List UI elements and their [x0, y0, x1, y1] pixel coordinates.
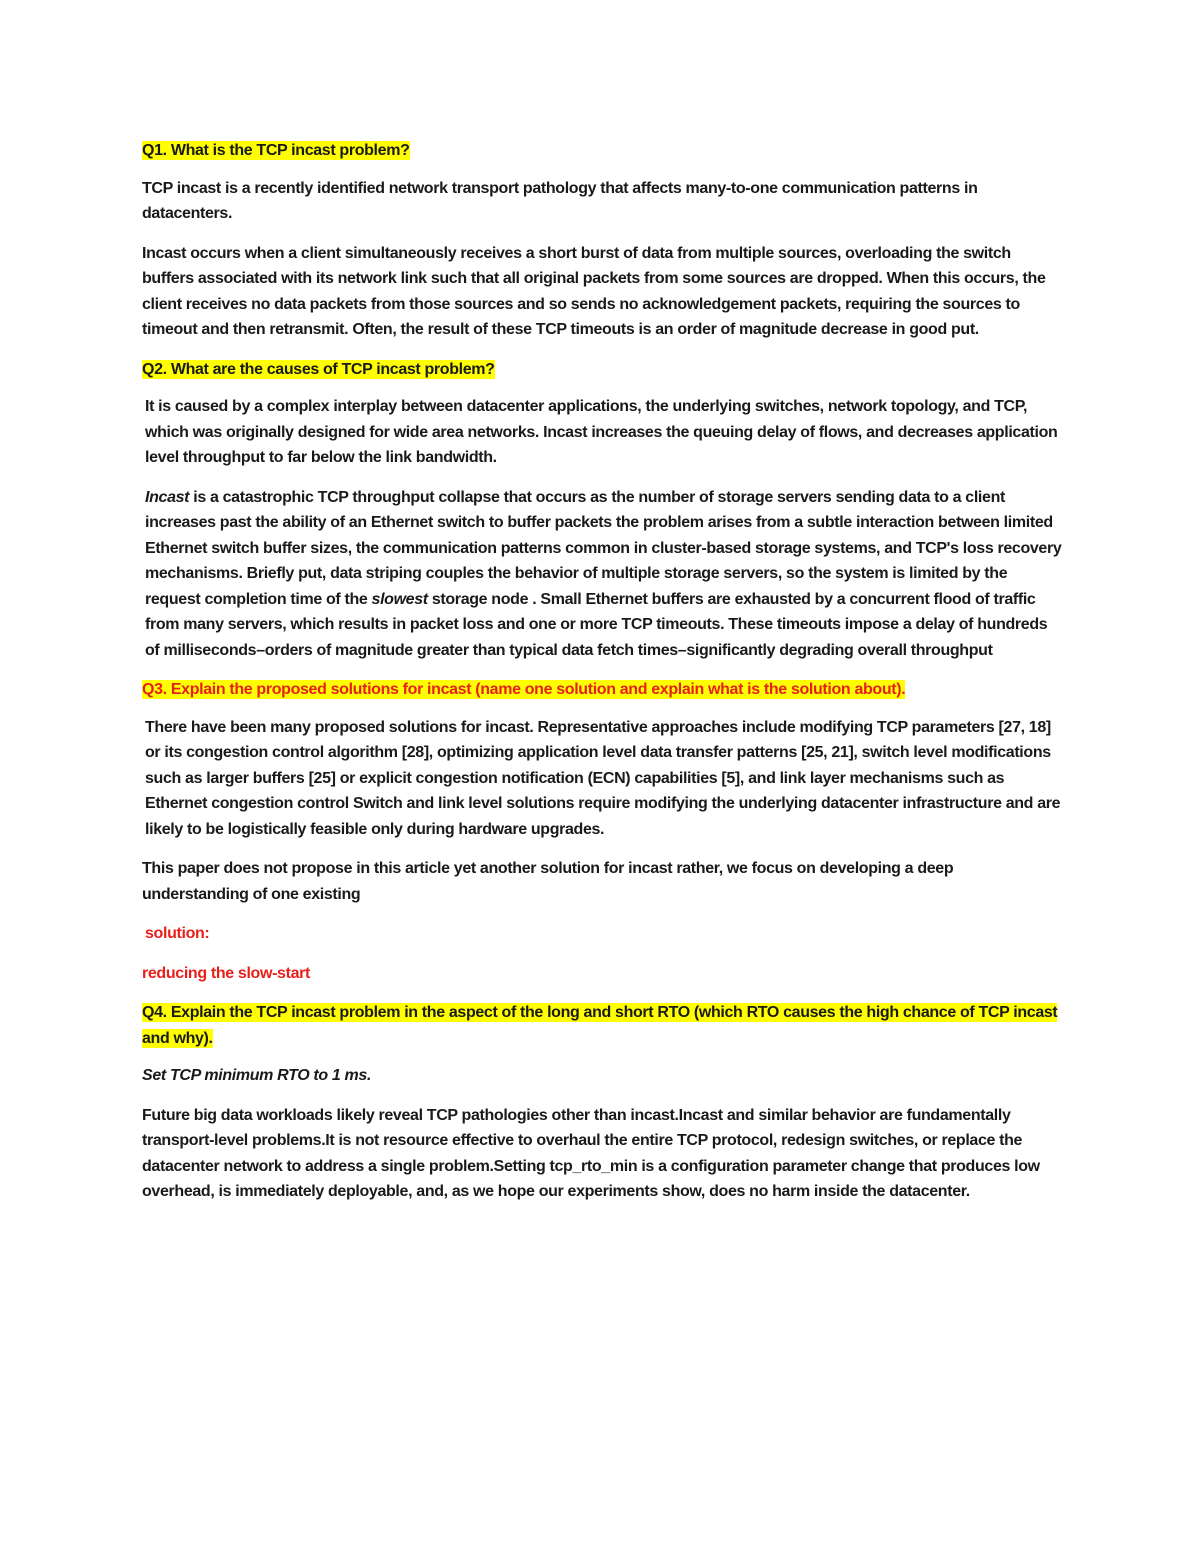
- q3-heading: [142, 677, 1062, 703]
- q2-paragraph-2: [142, 485, 1062, 664]
- q2-paragraph-2-part-a: is a catastrophic TCP throughput collapse that occurs as the number of storage servers sending data to a client increases past the ability of an Ethernet switch to buffer packets the problem arises from a subtle interaction between limited Ethernet switch buffer sizes, the communication patterns common in cluster-based storage systems, and TCP's loss recovery mechanisms. Briefly put, data striping couples the behavior of multiple storage servers, so the system is limited by the request completion time of the: [145, 488, 1062, 608]
- q3-solution-text: reducing the slow-start: [142, 964, 310, 982]
- q2-heading: [142, 357, 1062, 383]
- q2-slowest-word: slowest: [371, 590, 428, 608]
- q2-paragraph-1: It is caused by a complex interplay between datacenter applications, the underlying switches, network topology, and TCP, which was originally designed for wide area networks. Incast increases the queuing delay of flows, and decreases application level throughput to far below the link bandwidth.: [145, 398, 1058, 466]
- q1-paragraph-2: Incast occurs when a client simultaneously receives a short burst of data from multiple sources, overloading the switch buffers associated with its network link such that all original packets from some sources are dropped. When this occurs, the client receives no data packets from those sources and so sends no acknowledgement packets, requiring the sources to timeout and then retransmit. Often, the result of these TCP timeouts is an order of magnitude decrease in good put.: [142, 244, 1046, 338]
- q4-rto-statement: Set TCP minimum RTO to 1 ms.: [142, 1067, 372, 1084]
- q3-title: Q3. Explain the proposed solutions for incast (name one solution and explain what is the solution about).: [142, 681, 906, 698]
- q3-paragraph-1: There have been many proposed solutions for incast. Representative approaches include modifying TCP parameters [27, 18] or its congestion control algorithm [28], optimizing application level data transfer patterns [25, 21], switch level modifications such as larger buffers [25] or explicit congestion notification (ECN) capabilities [5], and link layer mechanisms such as Ethernet congestion control Switch and link level solutions require modifying the underlying datacenter infrastructure and are likely to be logistically feasible only during hardware upgrades.: [145, 718, 1061, 838]
- q2-incast-word: Incast: [145, 488, 190, 506]
- q2-title: Q2. What are the causes of TCP incast problem?: [142, 360, 495, 378]
- q3-solution-label: solution:: [145, 925, 210, 942]
- q1-paragraph-1: TCP incast is a recently identified network transport pathology that affects many-to-one communication patterns in datacenters.: [142, 179, 978, 222]
- q2-paragraph-2-part-b: storage node . Small Ethernet buffers are exhausted by a concurrent flood of traffic from many servers, which results in packet loss and one or more TCP timeouts. These timeouts impose a delay of hundreds of milliseconds–orders of magnitude greater than typical data fetch times–significantly degrading overall throughput: [145, 590, 1048, 659]
- q4-paragraph-2: Future big data workloads likely reveal TCP pathologies other than incast.Incast and similar behavior are fundamentally transport-level problems.It is not resource effective to overhaul the entire TCP protocol, redesign switches, or replace the datacenter network to address a single problem.Setting tcp_rto_min is a configuration parameter change that produces low overhead, is immediately deployable, and, as we hope our experiments show, does no harm inside the datacenter.: [142, 1106, 1040, 1200]
- q4-heading: [142, 1000, 1062, 1051]
- q4-title: Q4. Explain the TCP incast problem in the aspect of the long and short RTO (which RTO causes the high chance of TCP incast and why).: [142, 1004, 1058, 1047]
- q3-paragraph-2: This paper does not propose in this article yet another solution for incast rather, we focus on developing a deep understanding of one existing: [142, 860, 954, 903]
- q1-title: Q1. What is the TCP incast problem?: [142, 142, 410, 159]
- q1-heading: [142, 138, 1062, 164]
- q4-paragraph-1: [142, 1063, 1062, 1089]
- document-page: [142, 138, 1062, 1219]
